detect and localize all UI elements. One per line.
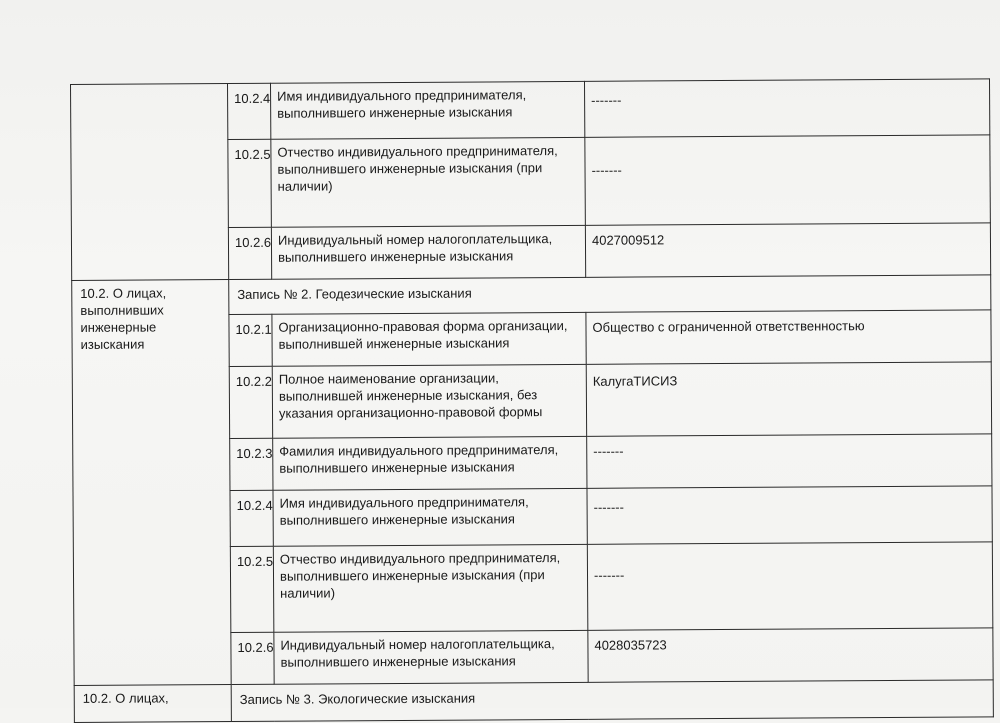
row-number: 10.2.4 — [230, 490, 273, 546]
row-value: 4028035723 — [588, 628, 993, 682]
record-row — [74, 680, 993, 723]
row-value: ------- — [587, 434, 992, 488]
row-value: 4027009512 — [585, 223, 990, 277]
row-number: 10.2.6 — [231, 632, 274, 684]
row-value: Общество с ограниченной ответственностью — [586, 310, 991, 364]
row-label: Отчество индивидуального предпринимателя, выполнившего инженерные изыскания (при наличии) — [273, 544, 588, 632]
section-title: 10.2. О лицах, выполнивших инженерные изыскания — [72, 280, 231, 686]
row-number: 10.2.1 — [229, 314, 272, 366]
row-label: Организационно-правовая форма организации, выполнившей инженерные изыскания — [272, 312, 586, 366]
section-cell-empty — [71, 84, 229, 281]
row-label: Имя индивидуального предпринимателя, выполнившего инженерные изыскания — [273, 488, 587, 546]
row-label: Имя индивидуального предпринимателя, выполнившего инженерные изыскания — [270, 81, 584, 139]
row-value: ------- — [584, 79, 989, 137]
row-value: КалугаТИСИЗ — [586, 362, 991, 436]
row-number: 10.2.5 — [228, 139, 272, 227]
row-value: ------- — [587, 486, 992, 544]
row-number: 10.2.5 — [230, 546, 274, 632]
record-row — [72, 275, 991, 316]
table-row — [71, 79, 990, 141]
row-label: Полное наименование организации, выполнившей инженерные изыскания, без указания организационно-правовой формы — [272, 364, 586, 438]
row-number: 10.2.4 — [228, 83, 271, 139]
row-number: 10.2.3 — [230, 438, 273, 490]
row-value: ------- — [585, 135, 991, 225]
record-title: Запись № 3. Экологические изыскания — [231, 680, 993, 722]
row-label: Фамилия индивидуального предпринимателя, выполнившего инженерные изыскания — [273, 436, 587, 490]
row-label: Отчество индивидуального предпринимателя, выполнившего инженерные изыскания (при наличии) — [271, 137, 586, 227]
row-label: Индивидуальный номер налогоплательщика, выполнившего инженерные изыскания — [271, 225, 585, 279]
record-title: Запись № 2. Геодезические изыскания — [229, 275, 991, 315]
section-title: 10.2. О лицах, — [74, 685, 231, 723]
row-value: ------- — [587, 542, 993, 630]
row-label: Индивидуальный номер налогоплательщика, выполнившего инженерные изыскания — [274, 630, 588, 684]
row-number: 10.2.2 — [229, 366, 272, 438]
document-table — [70, 78, 994, 723]
row-number: 10.2.6 — [228, 227, 271, 279]
